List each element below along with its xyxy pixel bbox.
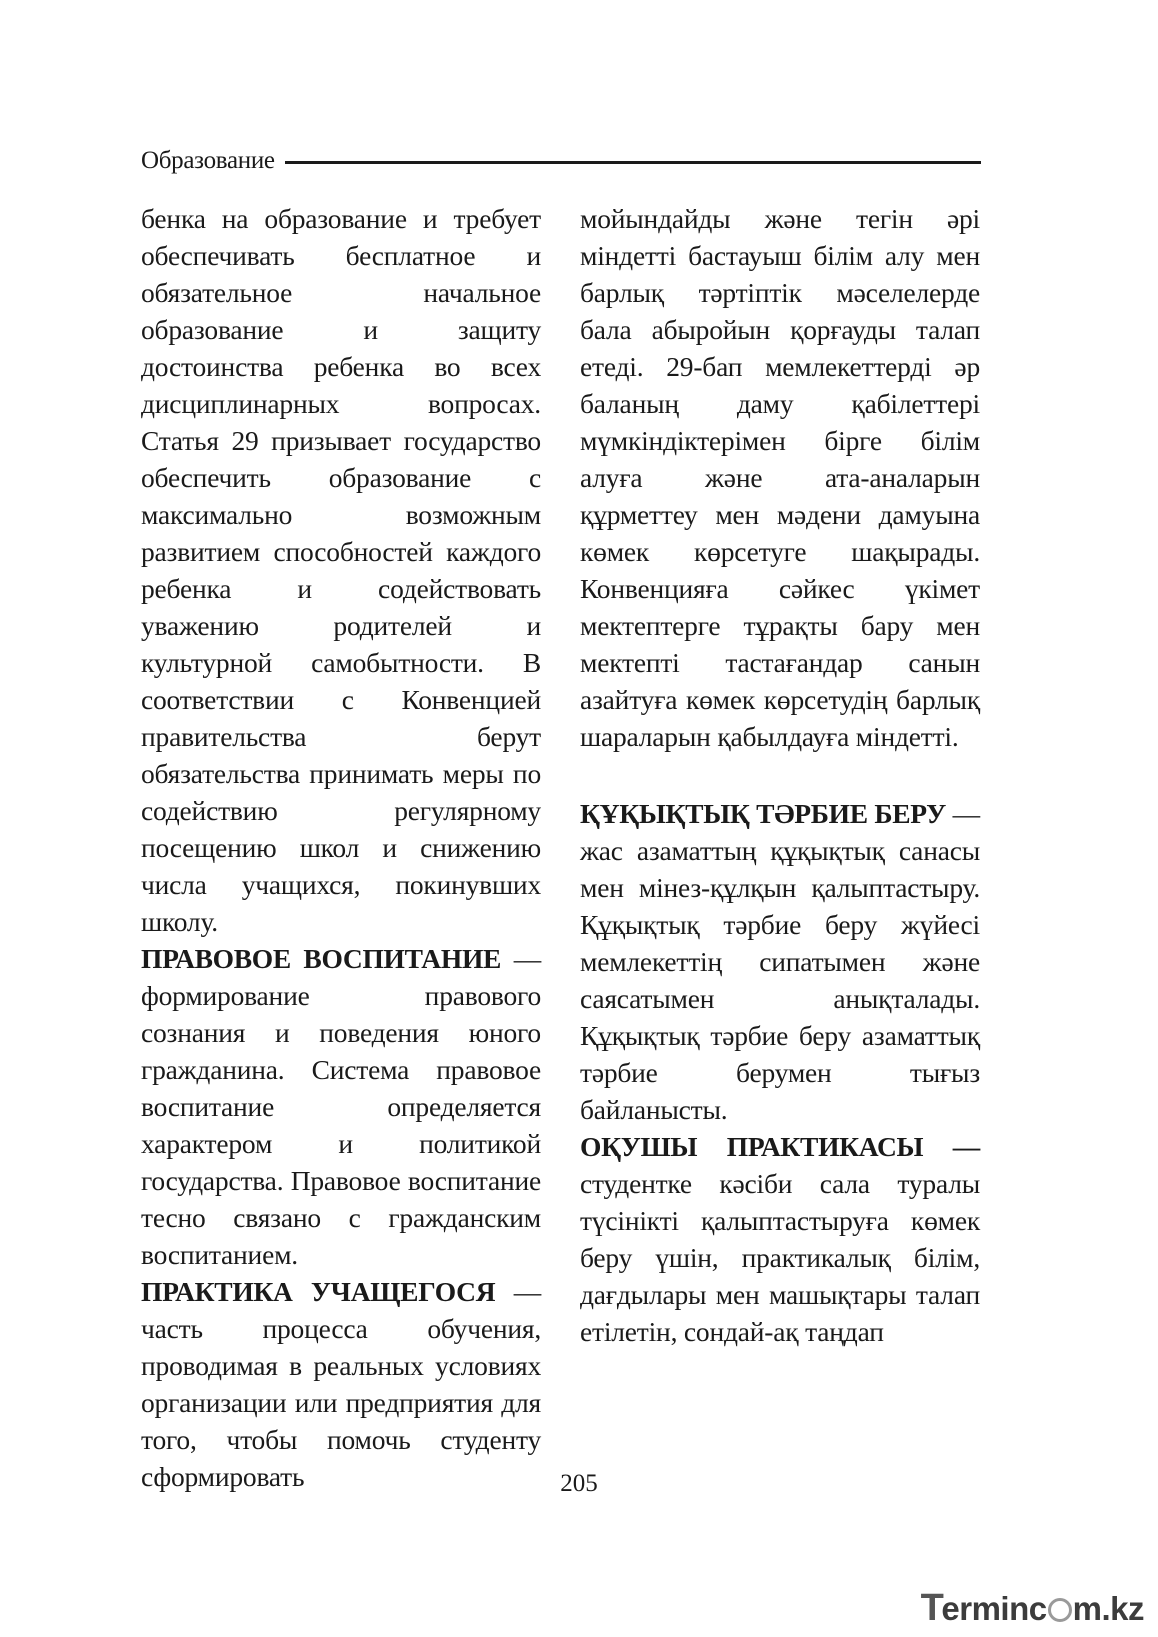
site-watermark-logo: T ermin c m.kz <box>920 1587 1144 1629</box>
left-intro-text: бенка на образование и требует обеспечивать бесплатное и обязательное начальное образование и защиту достоинства ребенка во всех дисциплинарных вопросах. Статья 29 призывает государство обеспечить образование с максимально возможным развитием способностей каждого ребенка и содействовать уважению родителей и культурной самобытности. В соответствии с Конвенцией правительства берут обязательства принимать меры по содействию регулярному посещению школ и снижению числа учащихся, покинувших школу. <box>141 203 541 937</box>
left-entry-legal-education <box>141 940 541 1273</box>
term-definition: — жас азаматтың құқықтық санасы мен мінез-құлқын қалыптастыру. Құқықтық тәрбие беру жүйесі мемлекеттің сипатымен және саясатымен анықталады. Құқықтық тәрбие беру азаматтық тәрбие берумен тығыз байланысты. <box>580 798 980 1125</box>
column-spacer <box>580 755 980 795</box>
term-definition: — часть процесса обучения, проводимая в реальных условиях организации или предприятия для того, чтобы помочь студенту сформировать <box>141 1276 541 1492</box>
right-column <box>580 200 980 1350</box>
header-rule <box>285 161 981 164</box>
logo-search-o-icon <box>1048 1598 1072 1622</box>
term-heading: ОҚУШЫ ПРАКТИКАСЫ — <box>580 1131 980 1162</box>
term-heading: ҚҰҚЫҚТЫҚ ТӘРБИЕ БЕРУ <box>580 798 946 829</box>
term-heading: ПРАКТИКА УЧАЩЕГОСЯ <box>141 1276 496 1307</box>
right-intro-text: мойындайды және тегін әрі міндетті бастауыш білім алу мен барлық тәртіптік мәселелерде бала абыройын қорғауды талап етеді. 29-бап мемлекеттерді әр баланың даму қабілеттері мүмкіндіктерімен бірге білім алуға және ата-аналарын құрметтеу мен мәдени дамуына көмек көрсетуге шақырады. Конвенцияға сәйкес үкімет мектептерге тұрақты бару мен мектепті тастағандар санын азайтуға көмек көрсетудің барлық шараларын қабылдауға міндетті. <box>580 203 980 752</box>
term-heading: ПРАВОВОЕ ВОСПИТАНИЕ <box>141 943 502 974</box>
logo-t-glyph: T <box>920 1587 944 1629</box>
right-entry-legal-education <box>580 795 980 1128</box>
running-header <box>141 147 981 175</box>
term-definition: — формирование правового сознания и поведения юного гражданина. Система правовое воспитание определяется характером и политикой государства. Правовое воспитание тесно связано с гражданским воспитанием. <box>141 943 541 1270</box>
left-entry-student-practice <box>141 1273 541 1495</box>
right-entry-student-practice <box>580 1128 980 1350</box>
term-definition: студентке кәсіби сала туралы түсінікті қалыптастыруға көмек беру үшін, практикалық білім, дағдылары мен машықтары талап етілетін, сондай-ақ таңдап <box>580 1168 980 1347</box>
section-title: Образование <box>141 147 275 174</box>
page-number: 205 <box>560 1470 598 1497</box>
left-column <box>141 200 541 1495</box>
